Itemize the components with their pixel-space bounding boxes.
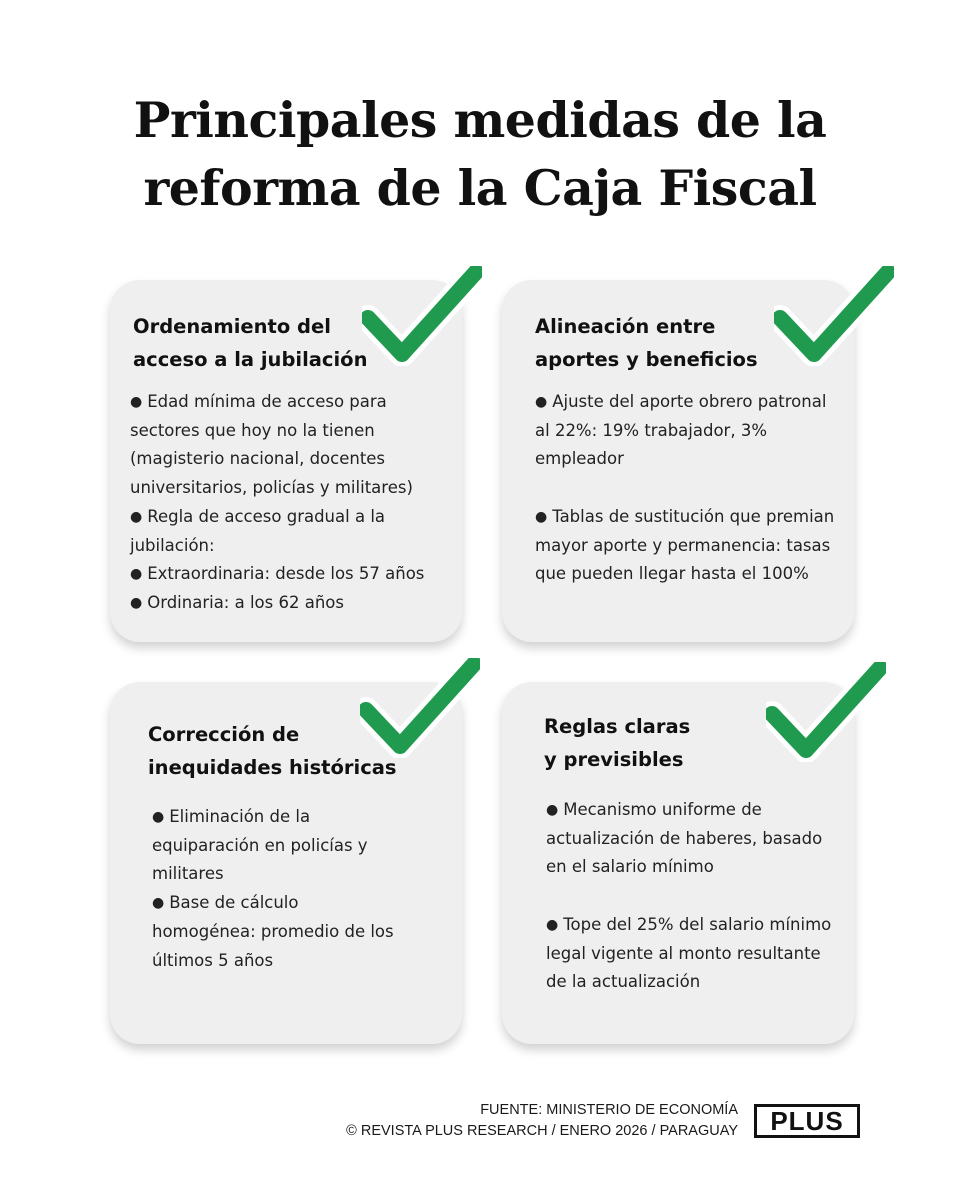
card-heading-line-1: Alineación entre (535, 315, 716, 338)
card-items (130, 388, 450, 618)
checkmark-icon (362, 266, 482, 366)
bullet-icon: ● (535, 394, 548, 410)
list-item: ● Eliminación de la equiparación en policías y militares (152, 803, 402, 889)
card-heading-line-2: acceso a la jubilación (133, 348, 368, 371)
checkmark-icon (360, 658, 480, 758)
footer-credit: © REVISTA PLUS RESEARCH / ENERO 2026 / PARAGUAY (346, 1123, 738, 1139)
footer-credits (346, 1100, 738, 1142)
title-line-2: reforma de la Caja Fiscal (143, 159, 817, 217)
list-item: ● Extraordinaria: desde los 57 años (130, 560, 450, 589)
bullet-icon: ● (535, 508, 548, 525)
bullet-icon: ● (152, 809, 165, 825)
card-heading-line-2: inequidades históricas (148, 756, 397, 779)
bullet-icon: ● (130, 566, 143, 583)
card-heading-line-2: aportes y beneficios (535, 348, 758, 371)
list-item: ● Regla de acceso gradual a la jubilación: (130, 503, 450, 560)
bullet-icon: ● (130, 594, 143, 611)
card-heading (133, 310, 367, 376)
card-heading-line-1: Reglas claras (544, 715, 691, 738)
title-line-1: Principales medidas de la (133, 91, 827, 149)
bullet-icon: ● (152, 895, 165, 912)
list-item: ● Edad mínima de acceso para sectores que hoy no la tienen (magisterio nacional, docentes universitarios, policías y militares) (130, 388, 450, 503)
bullet-icon: ● (546, 916, 559, 933)
plus-logo: PLUS (754, 1104, 860, 1138)
card-items (152, 803, 402, 975)
card-heading-line-2: y previsibles (544, 748, 684, 771)
list-item: ● Ordinaria: a los 62 años (130, 589, 450, 618)
card-heading-line-1: Ordenamiento del (133, 315, 331, 338)
list-item: ● Tope del 25% del salario mínimo legal vigente al monto resultante de la actualización (546, 911, 836, 997)
card-items (546, 796, 836, 997)
card-items (535, 388, 835, 589)
page-title (0, 86, 960, 222)
checkmark-icon (766, 662, 886, 762)
list-item: ● Ajuste del aporte obrero patronal al 22%: 19% trabajador, 3% empleador (535, 388, 835, 474)
list-item: ● Tablas de sustitución que premian mayor aporte y permanencia: tasas que pueden llegar hasta el 100% (535, 503, 835, 589)
checkmark-icon (774, 266, 894, 366)
card-heading-line-1: Corrección de (148, 723, 300, 746)
list-item: ● Mecanismo uniforme de actualización de haberes, basado en el salario mínimo (546, 796, 836, 882)
card-heading (535, 310, 758, 376)
bullet-icon: ● (130, 508, 143, 525)
card-heading (544, 710, 690, 776)
footer-source: FUENTE: MINISTERIO DE ECONOMÍA (480, 1102, 738, 1118)
list-item: ● Base de cálculo homogénea: promedio de los últimos 5 años (152, 889, 402, 975)
bullet-icon: ● (130, 394, 143, 410)
bullet-icon: ● (546, 802, 559, 818)
